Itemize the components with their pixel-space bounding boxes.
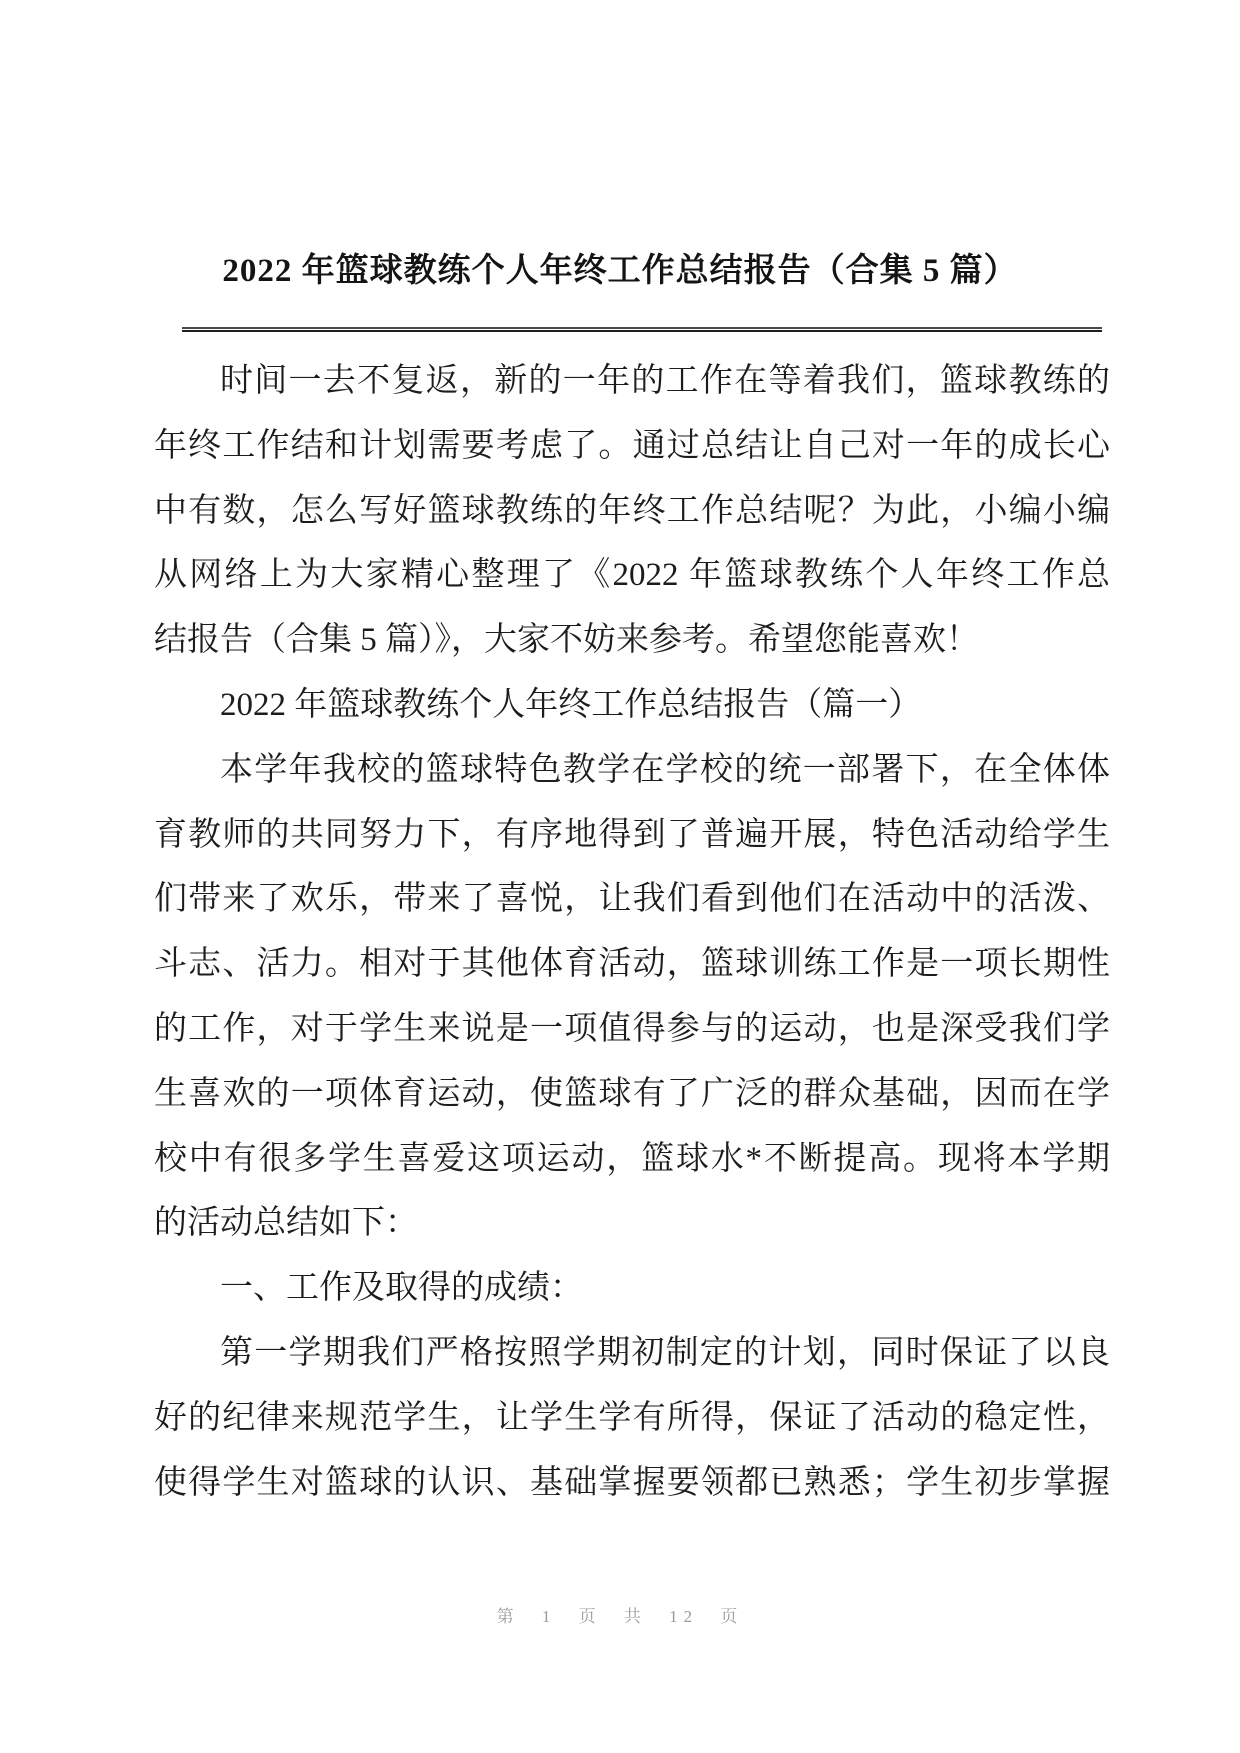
- body-line: 们带来了欢乐，带来了喜悦，让我们看到他们在活动中的活泼、: [154, 881, 1110, 918]
- body-line: 2022 年篮球教练个人年终工作总结报告（篇一）: [220, 686, 922, 723]
- page-number-text: 第 1 页 共 12 页: [496, 1607, 744, 1626]
- body-line: 育教师的共同努力下，有序地得到了普遍开展，特色活动给学生: [154, 816, 1110, 853]
- document-body: [154, 349, 1110, 1515]
- body-line: 好的纪律来规范学生，让学生学有所得，保证了活动的稳定性，: [154, 1399, 1110, 1436]
- body-line: 校中有很多学生喜爱这项运动，篮球水*不断提高。现将本学期: [154, 1140, 1110, 1177]
- body-line: 第一学期我们严格按照学期初制定的计划，同时保证了以良: [220, 1334, 1110, 1371]
- body-line: 使得学生对篮球的认识、基础掌握要领都已熟悉；学生初步掌握: [154, 1464, 1110, 1501]
- body-line: 生喜欢的一项体育运动，使篮球有了广泛的群众基础，因而在学: [154, 1075, 1110, 1112]
- page-footer: [0, 1600, 1240, 1634]
- body-line: 从网络上为大家精心整理了《2022 年篮球教练个人年终工作总: [154, 557, 1110, 594]
- body-line: 的工作，对于学生来说是一项值得参与的运动，也是深受我们学: [154, 1010, 1110, 1047]
- body-line: 的活动总结如下：: [154, 1205, 418, 1242]
- body-line: 斗志、活力。相对于其他体育活动，篮球训练工作是一项长期性: [154, 946, 1110, 983]
- body-line: 时间一去不复返，新的一年的工作在等着我们，篮球教练的: [220, 363, 1110, 399]
- body-line: 本学年我校的篮球特色教学在学校的统一部署下，在全体体: [220, 751, 1110, 788]
- body-line: 结报告（合集 5 篇）》，大家不妨来参考。希望您能喜欢！: [154, 622, 979, 659]
- body-line: 年终工作结和计划需要考虑了。通过总结让自己对一年的成长心: [154, 427, 1110, 464]
- body-line: 一、工作及取得的成绩：: [220, 1270, 583, 1307]
- document-title: 2022 年篮球教练个人年终工作总结报告（合集 5 篇）: [222, 253, 1018, 289]
- title-divider-line: [182, 327, 1102, 332]
- body-line: 中有数，怎么写好篮球教练的年终工作总结呢？为此，小编小编: [154, 492, 1110, 529]
